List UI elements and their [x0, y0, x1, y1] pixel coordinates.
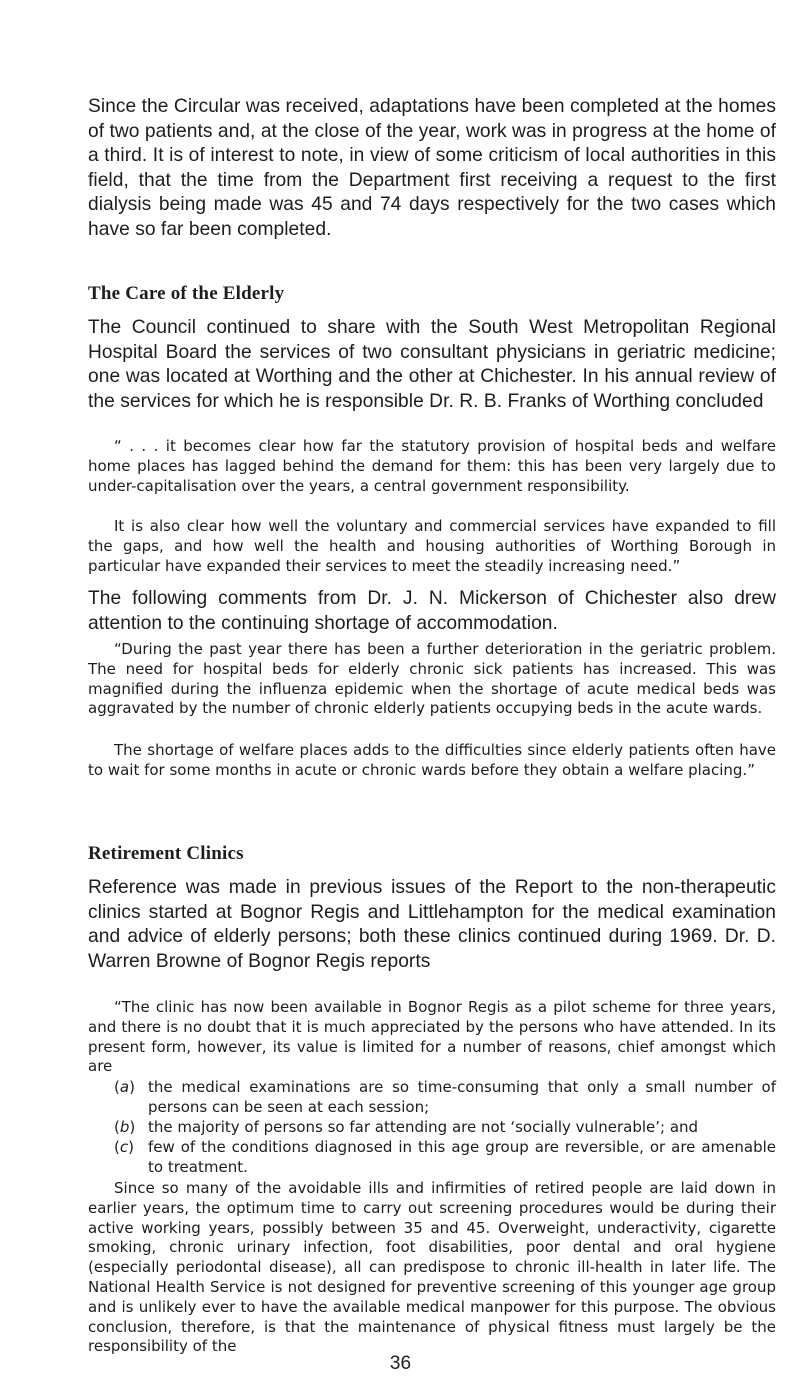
list-item-text: few of the conditions diagnosed in this age group are reversible, or are amenable to treatment. — [148, 1138, 776, 1176]
franks-quote-part-2: It is also clear how well the voluntary and commercial services have expanded to fill the gaps, and how well the health and housing authorities of Worthing Borough in particular have expanded their services to meet the steadily increasing need.” — [88, 517, 776, 575]
browne-quote-part-1: “The clinic has now been available in Bognor Regis as a pilot scheme for three years, and there is no doubt that it is much appreciated by the persons who have attended. In its present form, however, its value is limited for a number of reasons, chief amongst which are — [88, 998, 776, 1076]
list-marker: (c) — [114, 1138, 134, 1156]
heading-care-of-elderly: The Care of the Elderly — [88, 283, 285, 304]
list-item — [114, 1118, 776, 1138]
list-marker: (b) — [114, 1118, 136, 1136]
list-item-text: the medical examinations are so time-consuming that only a small number of persons can be seen at each session; — [148, 1078, 776, 1116]
elderly-intro-paragraph: The Council continued to share with the South West Metropolitan Regional Hospital Board the services of two consultant physicians in geriatric medicine; one was located at Worthing and the other at Chichester. In his annual review of the services for which he is responsible Dr. R. B. Franks of Worthing concluded — [88, 317, 776, 412]
list-item — [114, 1078, 776, 1118]
mickerson-quote-part-2: The shortage of welfare places adds to the difficulties since elderly patients often have to wait for some months in acute or chronic wards before they obtain a welfare placing.” — [88, 741, 776, 779]
browne-quote-part-2: Since so many of the avoidable ills and infirmities of retired people are laid down in earlier years, the optimum time to carry out screening procedures would be during their active working years, possibly between 35 and 45. Overweight, underactivity, cigarette smoking, chronic urinary infection, foot disabilities, poor dental and oral hygiene (especially periodontal disease), all can predispose to chronic ill-health in later life. The National Health Service is not designed for preventive screening of this younger age group and is unlikely ever to have the available medical manpower for this purpose. The obvious conclusion, therefore, is that the maintenance of physical fitness must largely be the responsibility of the — [88, 1179, 776, 1356]
list-marker: (a) — [114, 1078, 135, 1096]
page-number: 36 — [389, 1353, 412, 1374]
franks-quote-part-1: “ . . . it becomes clear how far the statutory provision of hospital beds and welfare home places has lagged behind the demand for them: this has been very largely due to under-capitalisation over the years, a central government responsibility. — [88, 437, 776, 495]
mickerson-quote-part-1: “During the past year there has been a further deterioration in the geriatric problem. The need for hospital beds for elderly chronic sick patients has increased. This was magnified during the influenza epidemic when the shortage of acute medical beds was aggravated by the number of chronic elderly patients occupying beds in the acute wards. — [88, 640, 776, 718]
retirement-intro-paragraph: Reference was made in previous issues of the Report to the non-therapeutic clinics started at Bognor Regis and Littlehampton for the medical examination and advice of elderly persons; both these clinics continued during 1969. Dr. D. Warren Browne of Bognor Regis reports — [88, 877, 776, 972]
list-item-text: the majority of persons so far attending are not ‘socially vulnerable’; and — [148, 1118, 699, 1136]
adaptations-paragraph: Since the Circular was received, adaptations have been completed at the homes of two patients and, at the close of the year, work was in progress at the home of a third. It is of interest to note, in view of some criticism of local authorities in this field, that the time from the Department first receiving a request to the first dialysis being made was 45 and 74 days respectively for the two cases which have so far been completed. — [88, 96, 776, 240]
mickerson-intro-paragraph: The following comments from Dr. J. N. Mickerson of Chichester also drew attention to the continuing shortage of accommodation. — [88, 588, 776, 634]
heading-retirement-clinics: Retirement Clinics — [88, 843, 244, 864]
list-item — [114, 1138, 776, 1178]
